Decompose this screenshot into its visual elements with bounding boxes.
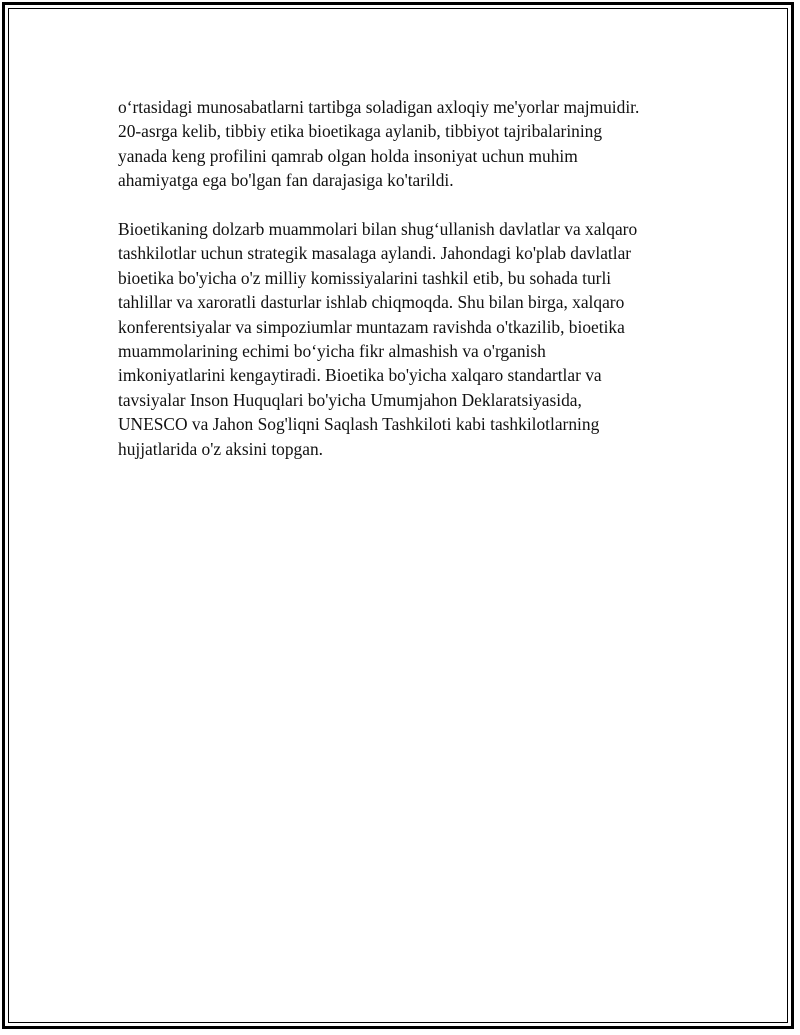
- paragraph-line: UNESCO va Jahon Sog'liqni Saqlash Tashkiloti kabi tashkilotlarning: [118, 414, 600, 435]
- paragraph-line: o‘rtasidagi munosabatlarni tartibga soladigan axloqiy me'yorlar majmuidir.: [118, 97, 640, 117]
- paragraph-line: hujjatlarida o'z aksini topgan.: [118, 438, 324, 459]
- paragraph-line: tavsiyalar Inson Huquqlari bo'yicha Umumjahon Deklaratsiyasida,: [118, 389, 582, 410]
- paragraph-2: [118, 217, 698, 461]
- paragraph-spacer: [118, 193, 698, 217]
- paragraph-line: muammolarining echimi bo‘yicha fikr almashish va o'rganish: [118, 341, 546, 362]
- paragraph-line: bioetika bo'yicha o'z milliy komissiyalarini tashkil etib, bu sohada turli: [118, 267, 612, 288]
- paragraph-line: 20-asrga kelib, tibbiy etika bioetikaga aylanib, tibbiyot tajribalarining: [118, 121, 603, 142]
- paragraph-line: imkoniyatlarini kengaytiradi. Bioetika bo'yicha xalqaro standartlar va: [118, 365, 602, 386]
- paragraph-line: Bioetikaning dolzarb muammolari bilan shug‘ullanish davlatlar va xalqaro: [118, 219, 638, 240]
- paragraph-line: tahlillar va xaroratli dasturlar ishlab chiqmoqda. Shu bilan birga, xalqaro: [118, 292, 625, 313]
- paragraph-line: tashkilotlar uchun strategik masalaga aylandi. Jahondagi ko'plab davlatlar: [118, 243, 632, 264]
- paragraph-1: [118, 95, 698, 193]
- paragraph-line: ahamiyatga ega bo'lgan fan darajasiga ko'tarildi.: [118, 170, 454, 191]
- paragraph-line: konferentsiyalar va simpoziumlar muntazam ravishda o'tkazilib, bioetika: [118, 316, 625, 337]
- document-body: [118, 95, 698, 461]
- paragraph-line: yanada keng profilini qamrab olgan holda insoniyat uchun muhim: [118, 145, 578, 166]
